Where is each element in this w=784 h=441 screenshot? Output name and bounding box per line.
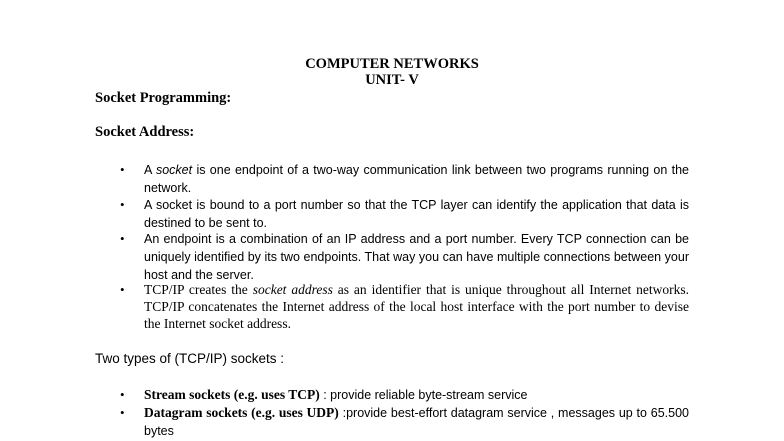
document-title: COMPUTER NETWORKS xyxy=(305,56,479,72)
list-item: • A socket is one endpoint of a two-way communication link between two programs running on the network. xyxy=(120,162,690,195)
bullet-icon: • xyxy=(120,282,125,297)
list-item: • An endpoint is a combination of an IP address and a port number. Every TCP connection can be uniquely identified by its two endpoints. That way you can have multiple connections between your host and the server. xyxy=(120,231,689,282)
unit-label: UNIT- V xyxy=(365,72,419,88)
list-item: • Stream sockets (e.g. uses TCP) : provide reliable byte-stream service xyxy=(120,387,528,402)
bullet-icon: • xyxy=(120,231,125,246)
list-item: • Datagram sockets (e.g. uses UDP) :provide best-effort datagram service , messages up to 65.500 bytes xyxy=(120,405,689,438)
bullet-icon: • xyxy=(120,387,125,402)
list-item: • A socket is bound to a port number so that the TCP layer can identify the application that data is destined to be sent to. xyxy=(120,197,689,230)
list-item: • TCP/IP creates the socket address as an identifier that is unique throughout all Internet networks. TCP/IP concatenates the Internet address of the local host interface with the port number to devise the Internet socket address. xyxy=(120,282,689,331)
bullet-icon: • xyxy=(120,405,125,420)
bullet-icon: • xyxy=(120,162,125,177)
heading-socket-programming: Socket Programming: xyxy=(95,90,232,106)
heading-socket-address: Socket Address: xyxy=(95,124,195,140)
socket-types-intro: Two types of (TCP/IP) sockets : xyxy=(95,351,285,366)
bullet-icon: • xyxy=(120,197,125,212)
